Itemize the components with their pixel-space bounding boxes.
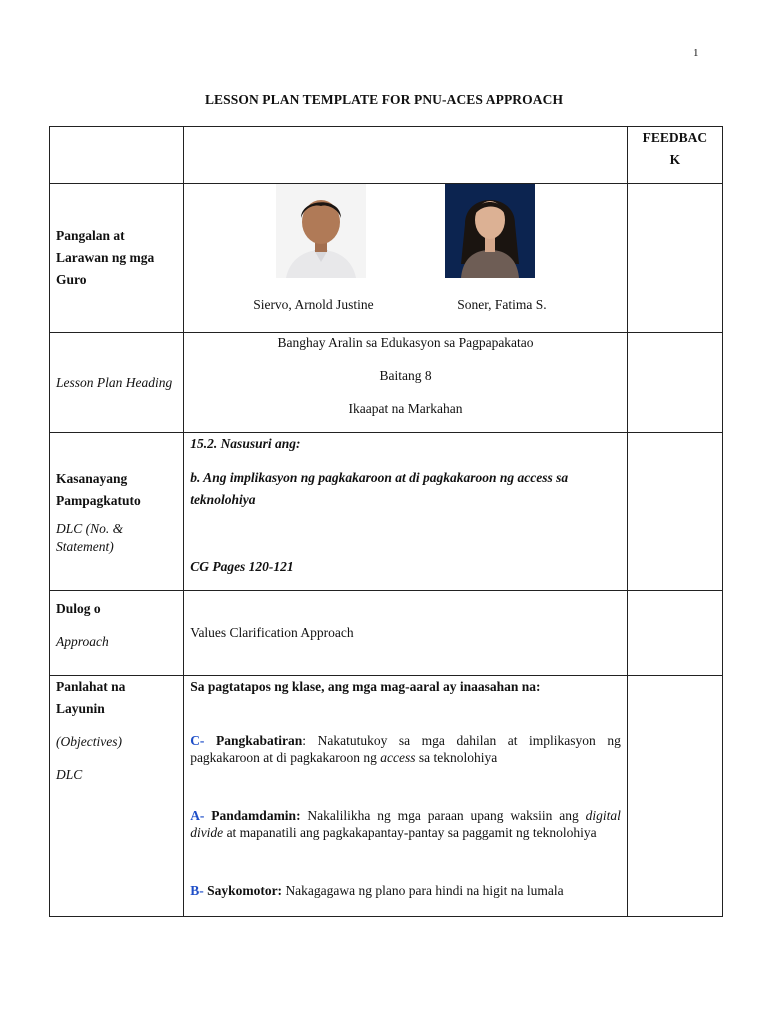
document-title: LESSON PLAN TEMPLATE FOR PNU-ACES APPROACH <box>204 92 564 107</box>
competency-label-italic: DLC (No. & Statement) <box>56 520 124 554</box>
objectives-label <box>50 676 184 917</box>
objectives-intro: Sa pagtatapos ng klase, ang mga mag-aaral ay inaasahan na: <box>190 679 541 694</box>
objective-b-term: Saykomotor: <box>207 883 283 898</box>
feedback-label: FEEDBACK <box>642 130 708 167</box>
competency-row <box>50 433 723 591</box>
objective-b-text: Nakagagawa ng plano para hindi na higit na lumala <box>282 883 564 898</box>
heading-line-2: Baitang 8 <box>379 368 432 383</box>
objective-b <box>190 882 621 899</box>
objective-a-term: Pandamdamin: <box>211 808 301 823</box>
objective-a-text-2: at mapanatili ang pagkakapantay-pantay sa paggamit ng teknolohiya <box>223 825 597 840</box>
heading-feedback-cell <box>627 333 722 433</box>
competency-label-bold: Kasanayang Pampagkatuto <box>56 470 141 508</box>
competency-label <box>50 433 184 591</box>
approach-label-italic: Approach <box>56 634 109 649</box>
competency-statement: b. Ang implikasyon ng pagkakaroon at di pagkakaroon ng access sa teknolohiya <box>190 470 569 507</box>
approach-label <box>50 591 184 676</box>
competency-pages: CG Pages 120-121 <box>190 559 294 574</box>
heading-line-3: Ikaapat na Markahan <box>348 401 463 416</box>
approach-row <box>50 591 723 676</box>
teachers-label: Pangalan at Larawan ng mga Guro <box>50 184 184 333</box>
objectives-row <box>50 676 723 917</box>
objective-c-access: access <box>380 750 416 765</box>
header-empty-cell-2 <box>184 127 628 184</box>
objectives-feedback-cell <box>627 676 722 917</box>
competency-code: 15.2. Nasusuri ang: <box>190 436 301 451</box>
objective-c-text-1: : Nakatutukoy sa mga dahilan at implikasyon ng pagkakaroon at di pagkakaroon ng <box>190 733 621 765</box>
objective-c-text-2: sa teknolohiya <box>415 750 498 765</box>
objectives-label-italic-1: (Objectives) <box>56 734 122 749</box>
teachers-cell <box>184 184 628 333</box>
objective-a-text-1: Nakalilikha ng mga paraan upang waksiin ang <box>300 808 586 823</box>
heading-cell <box>184 333 628 433</box>
competency-feedback-cell <box>627 433 722 591</box>
header-row <box>50 127 723 184</box>
objective-c-letter: C- <box>190 733 205 748</box>
objective-a-digital: digital divide <box>190 808 621 840</box>
heading-line-1: Banghay Aralin sa Edukasyon sa Pagpapakatao <box>277 335 534 350</box>
objective-a-letter: A- <box>190 808 205 823</box>
objective-a <box>190 807 621 841</box>
objective-b-letter: B- <box>190 883 204 898</box>
header-empty-cell-1 <box>50 127 184 184</box>
objectives-label-bold: Panlahat na Layunin <box>56 679 126 716</box>
objectives-cell <box>184 676 628 917</box>
heading-label: Lesson Plan Heading <box>50 333 184 433</box>
approach-value: Values Clarification Approach <box>184 591 628 676</box>
teacher-photo-soner <box>445 184 535 278</box>
heading-row <box>50 333 723 433</box>
approach-label-bold: Dulog o <box>56 601 101 616</box>
approach-feedback-cell <box>627 591 722 676</box>
objective-c-term: Pangkabatiran <box>216 733 303 748</box>
competency-cell <box>184 433 628 591</box>
teacher-photo-siervo <box>276 184 366 278</box>
objectives-label-italic-2: DLC <box>56 767 83 782</box>
teachers-feedback-cell <box>627 184 722 333</box>
feedback-header <box>627 127 722 184</box>
teachers-row <box>50 184 723 333</box>
teacher-name-2: Soner, Fatima S. <box>457 297 547 312</box>
page-number: 1 <box>693 47 699 59</box>
lesson-plan-table <box>49 126 723 917</box>
objective-c <box>190 732 621 766</box>
teacher-name-1: Siervo, Arnold Justine <box>253 297 374 312</box>
